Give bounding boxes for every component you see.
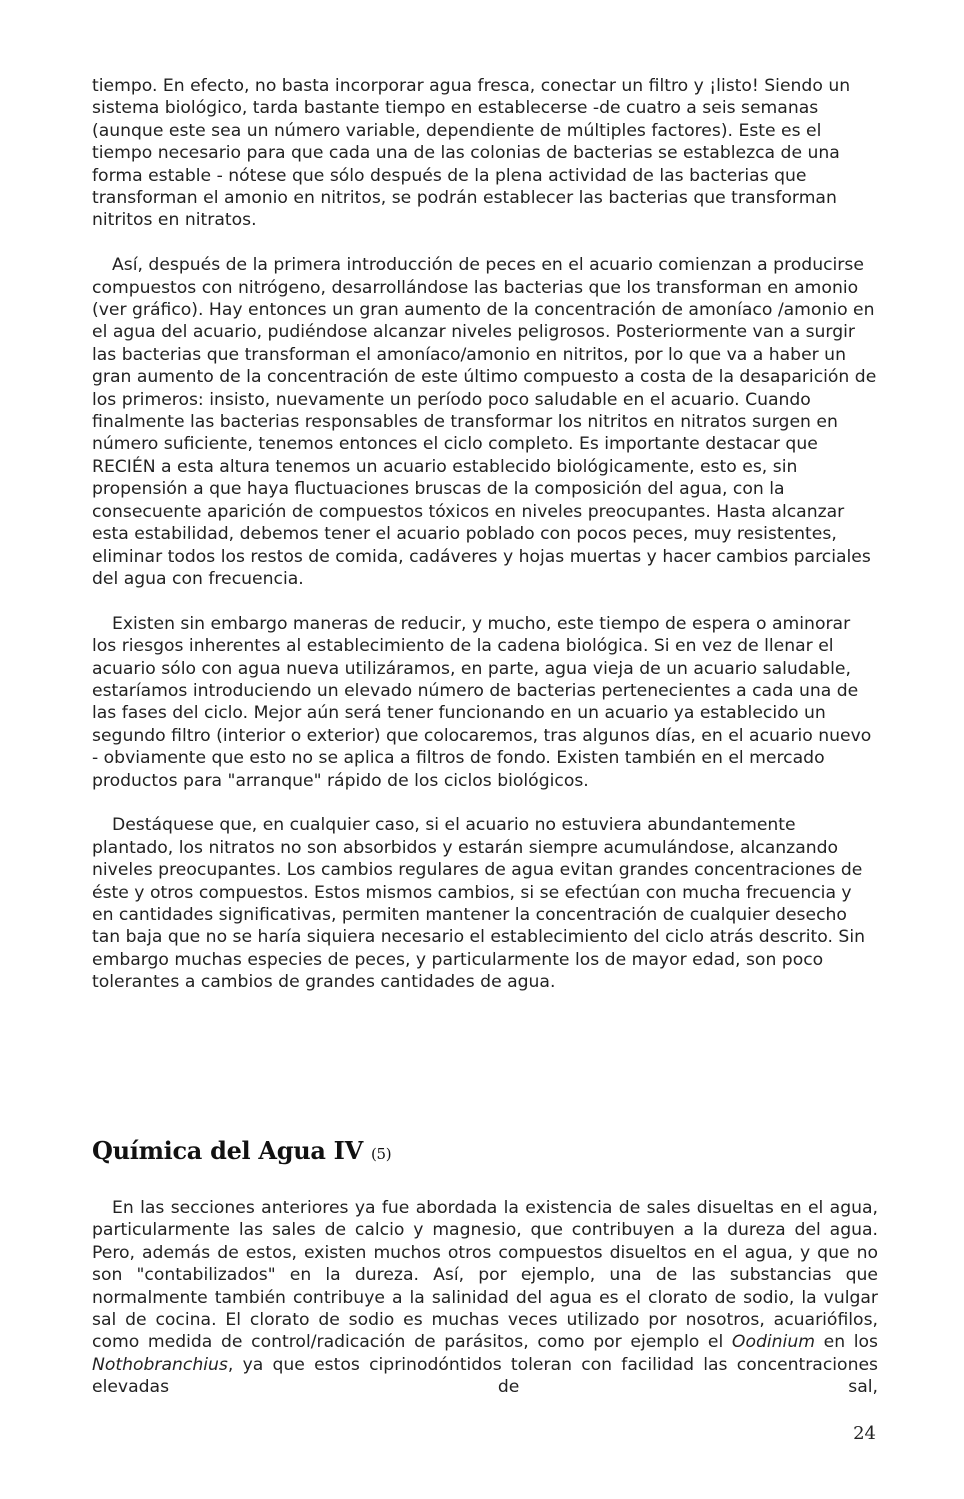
section-title: Química del Agua IV	[92, 1136, 363, 1165]
body-text	[92, 75, 878, 994]
paragraph-3: Existen sin embargo maneras de reducir, y mucho, este tiempo de espera o aminorar los riesgos inherentes al establecimiento de la cadena biológica. Si en vez de llenar el acuario sólo con agua nueva utilizáramos, en parte, agua vieja de un acuario saludable, estaríamos introduciendo un elevado número de bacterias pertenecientes a cada una de las fases del ciclo. Mejor aún será tener funcionando en un acuario ya establecido un segundo filtro (interior o exterior) que colocaremos, tras algunos días, en el acuario nuevo - obviamente que esto no se aplica a filtros de fondo. Existen también en el mercado productos para "arranque" rápido de los ciclos biológicos.	[92, 613, 872, 791]
section-text-3: , ya que estos ciprinodóntidos toleran con facilidad las concentraciones elevadas de sal,	[92, 1354, 878, 1398]
page-number: 24	[853, 1423, 876, 1444]
paragraph-1: tiempo. En efecto, no basta incorporar agua fresca, conectar un filtro y ¡listo! Siendo un sistema biológico, tarda bastante tiempo en establecerse -de cuatro a seis semanas (aunque este sea un número variable, dependiente de múltiples factores). Este es el tiempo necesario para que cada una de las colonias de bacterias se establezca de una forma estable - nótese que sólo después de la plena actividad de las bacterias que transforman el amonio en nitritos, se podrán establecer las bacterias que transforman nitritos en nitratos.	[92, 76, 851, 231]
section-heading	[92, 1136, 391, 1165]
species-oodinium: Oodinium	[731, 1332, 815, 1353]
paragraph-4: Destáquese que, en cualquier caso, si el acuario no estuviera abundantemente plantado, los nitratos no son absorbidos y estarán siempre acumulándose, alcanzando niveles preocupantes. Los cambios regulares de agua evitan grandes concentraciones de éste y otros compuestos. Estos mismos cambios, si se efectúan con mucha frecuencia y en cantidades significativas, permiten mantener la concentración de cualquier desecho tan baja que no se haría siquiera necesario el establecimiento del ciclo atrás descrito. Sin embargo muchas especies de peces, y particularmente los de mayor edad, son poco tolerantes a cambios de grandes cantidades de agua.	[92, 815, 865, 993]
section-reference: (5)	[371, 1145, 392, 1163]
section-paragraph	[92, 1197, 878, 1399]
section-text-1: En las secciones anteriores ya fue abordada la existencia de sales disueltas en el agua, particularmente las sales de calcio y magnesio, que contribuyen a la dureza del agua. Pero, además de estos, existen muchos otros compuestos disueltos en el agua, y que no son "contabilizados" en la dureza. Así, por ejemplo, una de las substancias que normalmente también contribuye a la salinidad del agua es el clorato de sodio, la vulgar sal de cocina. El clorato de sodio es muchas veces utilizado por nosotros, acuariófilos, como medida de control/radicación de parásitos, como por ejemplo el	[92, 1198, 878, 1353]
paragraph-2: Así, después de la primera introducción de peces en el acuario comienzan a producirse compuestos con nitrógeno, desarrollándose las bacterias que los transforman en amonio (ver gráfico). Hay entonces un gran aumento de la concentración de amoníaco /amonio en el agua del acuario, pudiéndose alcanzar niveles peligrosos. Posteriormente van a surgir las bacterias que transforman el amoníaco/amonio en nitritos, por lo que va a haber un gran aumento de la concentración de este último compuesto a costa de la desaparición de los primeros: insisto, nuevamente un período poco saludable en el acuario. Cuando finalmente las bacterias responsables de transformar los nitritos en nitratos surgen en número suficiente, tenemos entonces el ciclo completo. Es importante destacar que RECIÉN a esta altura tenemos un acuario establecido biológicamente, esto es, sin propensión a que haya fluctuaciones bruscas de la composición del agua, con la consecuente aparición de compuestos tóxicos en niveles preocupantes. Hasta alcanzar esta estabilidad, debemos tener el acuario poblado con pocos peces, muy resistentes, eliminar todos los restos de comida, cadáveres y hojas muertas y hacer cambios parciales del agua con frecuencia.	[92, 255, 877, 589]
section-text-2: en los	[814, 1332, 879, 1353]
species-nothobranchius: Nothobranchius	[92, 1354, 228, 1375]
